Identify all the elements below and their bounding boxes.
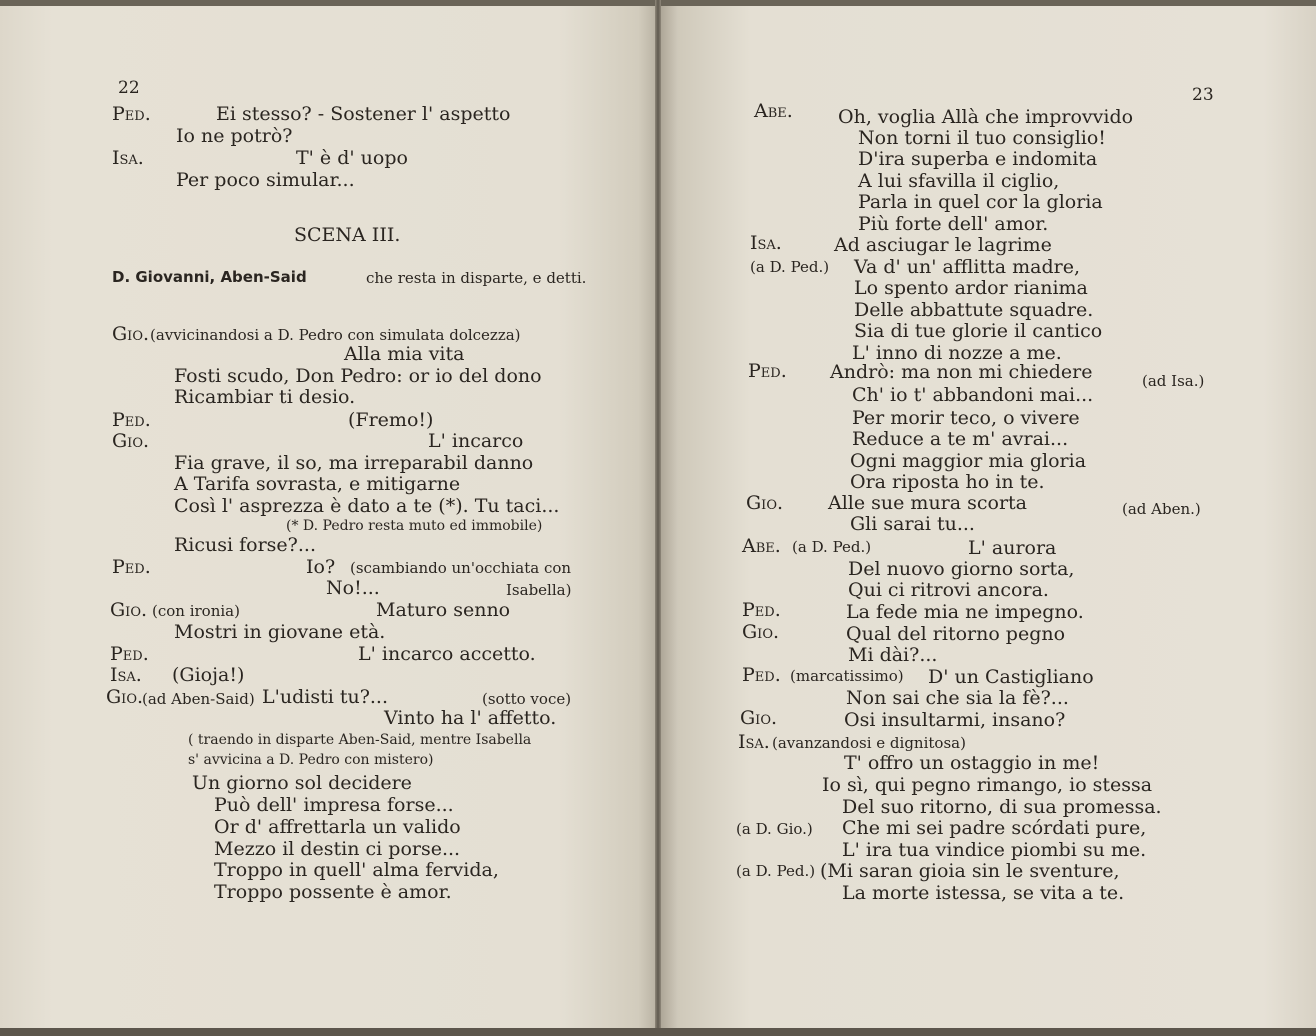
- stage-direction: che resta in disparte, e detti.: [366, 269, 587, 287]
- verse-line: Più forte dell' amor.: [858, 213, 1049, 235]
- verse-line: T' offro un ostaggio in me!: [844, 752, 1100, 774]
- speaker-label: Gio.: [746, 492, 784, 514]
- speaker-label: Gio.: [742, 621, 780, 643]
- verse-line: Ricambiar ti desio.: [174, 386, 356, 408]
- verse-line: Ora riposta ho in te.: [850, 471, 1045, 493]
- stage-direction: (* D. Pedro resta muto ed immobile): [286, 518, 543, 534]
- verse-line: Io?: [306, 556, 336, 578]
- bottom-edge: [0, 1028, 1316, 1036]
- scene-heading: SCENA III.: [294, 224, 401, 246]
- verse-line: (Mi saran gioia sin le sventure,: [820, 860, 1120, 882]
- book-gutter: [655, 0, 661, 1036]
- verse-line: Reduce a te m' avrai...: [852, 428, 1069, 450]
- verse-line: (Fremo!): [348, 409, 434, 431]
- verse-line: Del suo ritorno, di sua promessa.: [842, 796, 1162, 818]
- verse-line: Per poco simular...: [176, 169, 355, 191]
- verse-line: L' ira tua vindice piombi su me.: [842, 839, 1147, 861]
- verse-line: L' inno di nozze a me.: [852, 342, 1062, 364]
- verse-line: Fosti scudo, Don Pedro: or io del dono: [174, 365, 542, 387]
- verse-line: T' è d' uopo: [296, 147, 408, 169]
- stage-direction: ( traendo in disparte Aben-Said, mentre Isabella: [188, 732, 532, 748]
- verse-line: Alle sue mura scorta: [828, 492, 1028, 514]
- stage-direction: s' avvicina a D. Pedro con mistero): [188, 752, 434, 768]
- page-number: 22: [118, 78, 140, 98]
- verse-line: Lo spento ardor rianima: [854, 277, 1088, 299]
- verse-line: Del nuovo giorno sorta,: [848, 558, 1075, 580]
- speaker-label: Ped.: [112, 409, 151, 431]
- speaker-label: Isa.: [110, 664, 142, 686]
- stage-direction: (marcatissimo): [790, 667, 904, 685]
- verse-line: Io ne potrò?: [176, 125, 293, 147]
- stage-direction: (avvicinandosi a D. Pedro con simulata dolcezza): [150, 326, 521, 344]
- character-list: D. Giovanni, Aben-Said: [112, 268, 307, 286]
- speaker-label: Gio.: [740, 707, 778, 729]
- stage-direction: (ad Isa.): [1142, 372, 1205, 390]
- verse-line: Troppo possente è amor.: [214, 881, 452, 903]
- speaker-label: Ped.: [110, 643, 149, 665]
- verse-line: D'ira superba e indomita: [858, 148, 1098, 170]
- speaker-label: Ped.: [748, 360, 787, 382]
- verse-line: Osi insultarmi, insano?: [844, 709, 1066, 731]
- verse-line: Vinto ha l' affetto.: [384, 707, 557, 729]
- verse-line: Ogni maggior mia gloria: [850, 450, 1087, 472]
- verse-line: Delle abbattute squadre.: [854, 299, 1094, 321]
- verse-line: Per morir teco, o vivere: [852, 407, 1080, 429]
- stage-direction: Isabella): [506, 581, 572, 599]
- verse-line: Un giorno sol decidere: [192, 772, 412, 794]
- verse-line: L'udisti tu?...: [262, 686, 388, 708]
- verse-line: Parla in quel cor la gloria: [858, 191, 1103, 213]
- speaker-label: Ped.: [112, 103, 151, 125]
- verse-line: Sia di tue glorie il cantico: [854, 320, 1103, 342]
- verse-line: Oh, voglia Allà che improvvido: [838, 106, 1134, 128]
- verse-line: La morte istessa, se vita a te.: [842, 882, 1125, 904]
- speaker-label: Abe.: [742, 535, 781, 557]
- stage-direction: (sotto voce): [482, 690, 572, 708]
- stage-direction: (a D. Ped.): [750, 258, 830, 276]
- verse-line: Che mi sei padre scórdati pure,: [842, 817, 1147, 839]
- speaker-label: Gio.: [106, 686, 144, 708]
- stage-direction: (ad Aben.): [1122, 500, 1201, 518]
- verse-line: Non torni il tuo consiglio!: [858, 127, 1106, 149]
- speaker-label: Gio.: [112, 430, 150, 452]
- verse-line: L' aurora: [968, 537, 1057, 559]
- stage-direction: (a D. Ped.): [736, 862, 816, 880]
- verse-line: Ricusi forse?...: [174, 534, 316, 556]
- verse-line: Qui ci ritrovi ancora.: [848, 579, 1049, 601]
- right-page: [658, 0, 1316, 1036]
- stage-direction: (a D. Gio.): [736, 820, 813, 838]
- speaker-label: Ped.: [742, 599, 781, 621]
- verse-line: (Gioja!): [172, 664, 245, 686]
- verse-line: Mezzo il destin ci porse...: [214, 838, 461, 860]
- verse-line: L' incarco accetto.: [358, 643, 536, 665]
- verse-line: L' incarco: [428, 430, 524, 452]
- verse-line: Troppo in quell' alma fervida,: [214, 859, 499, 881]
- stage-direction: (avanzandosi e dignitosa): [772, 734, 966, 752]
- verse-line: Maturo senno: [376, 599, 511, 621]
- verse-line: Ei stesso? - Sostener l' aspetto: [216, 103, 511, 125]
- speaker-label: Ped.: [112, 556, 151, 578]
- verse-line: Può dell' impresa forse...: [214, 794, 454, 816]
- verse-line: Gli sarai tu...: [850, 513, 975, 535]
- verse-line: Alla mia vita: [344, 343, 465, 365]
- speaker-label: Isa.: [738, 731, 770, 753]
- verse-line: Ad asciugar le lagrime: [834, 234, 1052, 256]
- verse-line: Or d' affrettarla un valido: [214, 816, 461, 838]
- stage-direction: (a D. Ped.): [792, 538, 872, 556]
- speaker-label: Isa.: [750, 232, 782, 254]
- verse-line: A Tarifa sovrasta, e mitigarne: [174, 473, 461, 495]
- stage-direction: (ad Aben-Said): [142, 690, 255, 708]
- speaker-label: Isa.: [112, 147, 144, 169]
- verse-line: Io sì, qui pegno rimango, io stessa: [822, 774, 1153, 796]
- verse-line: Mi dài?...: [848, 644, 938, 666]
- page-number: 23: [1192, 85, 1214, 105]
- speaker-label: Gio.: [110, 599, 148, 621]
- speaker-label: Ped.: [742, 664, 781, 686]
- speaker-label: Gio.: [112, 323, 150, 345]
- speaker-label: Abe.: [754, 100, 793, 122]
- verse-line: Ch' io t' abbandoni mai...: [852, 384, 1094, 406]
- stage-direction: (scambiando un'occhiata con: [350, 559, 572, 577]
- verse-line: La fede mia ne impegno.: [846, 601, 1084, 623]
- verse-line: No!...: [326, 577, 380, 599]
- verse-line: Va d' un' afflitta madre,: [854, 256, 1080, 278]
- verse-line: A lui sfavilla il ciglio,: [858, 170, 1060, 192]
- verse-line: Fia grave, il so, ma irreparabil danno: [174, 452, 534, 474]
- verse-line: D' un Castigliano: [928, 666, 1094, 688]
- verse-line: Andrò: ma non mi chiedere: [830, 361, 1093, 383]
- verse-line: Così l' asprezza è dato a te (*). Tu taci...: [174, 495, 560, 517]
- verse-line: Qual del ritorno pegno: [846, 623, 1066, 645]
- stage-direction: (con ironia): [152, 602, 240, 620]
- verse-line: Mostri in giovane età.: [174, 621, 386, 643]
- verse-line: Non sai che sia la fè?...: [846, 687, 1069, 709]
